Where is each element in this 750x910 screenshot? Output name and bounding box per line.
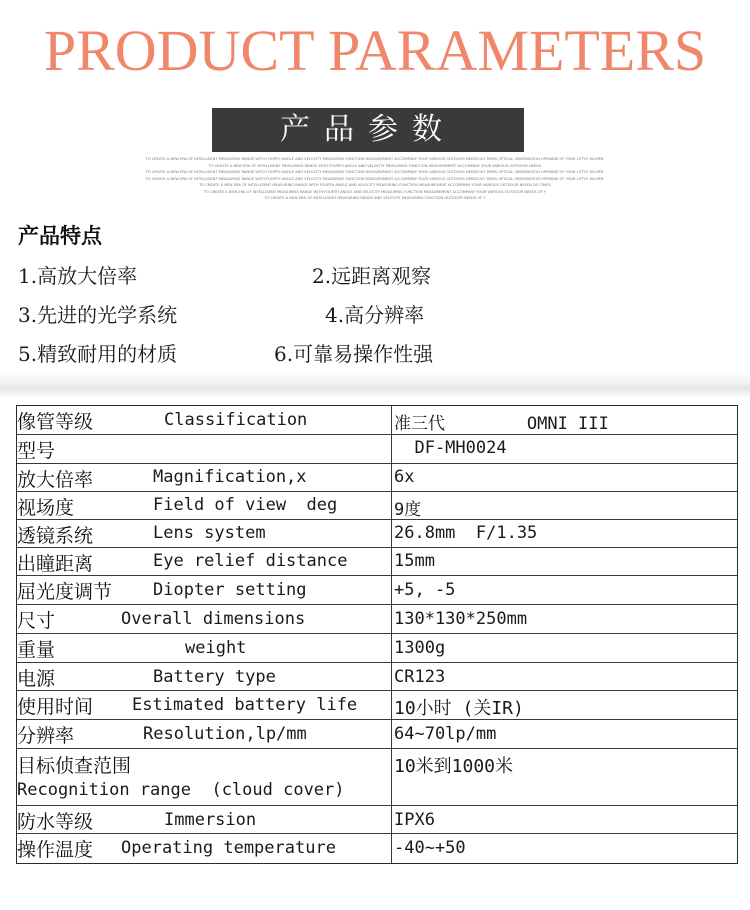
spec-value: 6x [394,467,415,487]
spec-label-zh: 透镜系统 [17,525,94,547]
spec-label-zh: 目标侦查范围 [17,755,132,777]
spec-value-cell [392,605,737,633]
spec-label-zh: 重量 [17,639,56,661]
spec-value: -40~+50 [394,838,466,858]
table-row [17,406,737,435]
spec-value-cell [392,548,737,575]
spec-value: 15mm [394,551,435,571]
spec-label-en: weight [185,638,247,658]
table-row [17,464,737,492]
spec-value-cell [392,435,737,463]
spec-label-zh: 操作温度 [17,839,94,861]
spec-value-cell [392,749,737,805]
spec-label-cell [17,663,392,690]
spec-value-cell [392,691,737,719]
spec-value: CR123 [394,667,446,687]
spec-value: 10米到1000米 [394,756,514,777]
fine-print-line: TO CREATE A NEW ERA OF INTELLIGENT MEASURING RANGE WITH FOURTH ANGLE AND VELOCITY MEASURING FUNCTION MEASUREMENT ACCOMPANY YOUR VARIOUS OUTDOOR NEEDS OF Y [203,189,547,194]
spec-value-cell [392,634,737,662]
spec-value-cell [392,464,737,491]
spec-label-cell [17,406,392,434]
spec-label-en: Lens system [153,523,266,543]
spec-value-cell [392,492,737,519]
fine-print-block [0,156,750,202]
table-row [17,634,737,663]
spec-label-cell [17,720,392,748]
section-banner: 产品参数 [212,108,524,152]
feature-item: 4.高分辨率 [325,303,425,327]
spec-value-cell [392,834,737,863]
feature-item: 1.高放大倍率 [18,264,138,288]
table-row [17,806,737,834]
spec-value: 64~70lp/mm [394,724,497,744]
spec-value-cell [392,406,737,434]
spec-label-cell [17,834,392,863]
spec-label-zh: 放大倍率 [17,469,94,491]
spec-label-zh: 出瞳距离 [17,553,94,575]
spec-value-cell [392,520,737,547]
spec-value-cell [392,720,737,748]
table-row [17,605,737,634]
fine-print-line: TO CREATE A NEW ERA OF INTELLIGENT MEASURING RANGE WITH FOURTH ANGLE AND VELOCITY MEASURING FUNCTION MEASUREMENT ACCOMPANY YOUR VARIOUS OUTDOOR NEEDS DO TIMES [199,183,551,187]
spec-value: 1300g [394,638,446,658]
spec-label-en: Diopter setting [153,580,307,600]
spec-label-en: Field of view deg [153,495,338,515]
fine-print-line: TO CREATE A NEW ERA OF INTELLIGENT MEASURING RANGE AND VELOCITY MEASURING FUNCTION OUTDOOR NEEDS OF Y [264,196,486,200]
table-row [17,663,737,691]
table-row [17,492,737,520]
feature-item: 5.精致耐用的材质 [18,342,178,366]
spec-label-cell [17,634,392,662]
spec-value: +5, -5 [394,580,456,600]
spec-label-zh: 尺寸 [17,610,56,632]
table-row [17,691,737,720]
features-heading: 产品特点 [18,224,102,248]
spec-label-en: Resolution,lp/mm [143,724,307,744]
section-divider [0,375,750,397]
table-row [17,576,737,605]
fine-print-line: TO CREATE A NEW ERA OF INTELLIGENT MEASURING RANGE WITH FOURTH ANGLE AND VELOCITY MEASURING FUNCTION MEASUREMENT ACCOMPANY YOUR VARIOUS OUTDOOR NEEDS DO TIMES OPTICAL OBSERVATION UPGRADE OF YOUR LITTLE HELPER. [145,170,605,174]
spec-label-cell [17,464,392,491]
spec-label-en: Magnification,x [153,467,307,487]
fine-print-line: TO CREATE A NEW ERA OF INTELLIGENT MEASURING RANGE WITH FOURTH ANGLE AND VELOCITY MEASURING FUNCTION MEASUREMENT ACCOMPANY YOUR VARIOUS OUTDOOR NEEDS DO TIMES OPTICAL OBSERVATION UPGRADE OF YOUR LITTLE HELPER. [145,157,605,161]
spec-label-cell [17,548,392,575]
spec-label-zh: 型号 [17,440,56,462]
spec-label-en: Eye relief distance [153,551,348,571]
table-row [17,435,737,464]
spec-value-cell [392,576,737,604]
spec-value: 26.8mm F/1.35 [394,523,538,543]
fine-print-line: TO CREATE A NEW ERA OF INTELLIGENT MEASURING RANGE WITH FOURTH ANGLE AND VELOCITY MEASURING FUNCTION MEASUREMENT ACCOMPANY YOUR VARIOUS OUTDOOR NEEDS DO TIMES OPTICAL OBSERVATION UPGRADE OF YOUR LITTLE HELPER. [145,176,605,181]
spec-label-zh: 屈光度调节 [17,581,113,603]
table-row [17,548,737,576]
spec-label-zh: 使用时间 [17,696,94,718]
table-row [17,749,737,806]
table-row [17,834,737,863]
feature-item: 2.远距离观察 [312,264,432,288]
spec-label-cell [17,435,392,463]
spec-label-zh: 分辨率 [17,725,75,747]
spec-label-cell [17,749,392,805]
spec-value: 130*130*250mm [394,609,528,629]
spec-label-en: Battery type [153,667,276,687]
spec-label-zh: 电源 [17,668,56,690]
spec-value: 准三代 OMNI III [394,414,609,434]
spec-label-en: Recognition range (cloud cover) [17,780,345,800]
table-row [17,720,737,749]
spec-label-cell [17,520,392,547]
spec-label-en: Overall dimensions [121,609,306,629]
spec-value: IPX6 [394,810,435,830]
spec-label-en: Operating temperature [121,838,336,858]
spec-label-cell [17,806,392,833]
spec-value: 10小时 (关IR) [394,698,524,719]
spec-label-zh: 像管等级 [17,411,94,433]
spec-label-cell [17,691,392,719]
spec-label-en: Immersion [164,810,257,830]
spec-label-cell [17,576,392,604]
feature-item: 6.可靠易操作性强 [274,342,434,366]
spec-label-en: Estimated battery life [132,695,358,715]
table-row [17,520,737,548]
spec-label-en: Classification [164,410,308,430]
feature-item: 3.先进的光学系统 [18,303,178,327]
spec-value-cell [392,663,737,690]
spec-label-zh: 视场度 [17,497,75,519]
spec-label-cell [17,605,392,633]
spec-table [16,405,738,864]
spec-label-cell [17,492,392,519]
spec-value: 9度 [394,500,422,520]
spec-label-zh: 防水等级 [17,811,94,833]
fine-print-line: TO CREATE A NEW ERA OF INTELLIGENT MEASURING RANGE WITH FOURTH ANGLE AND VELOCITY MEASURING FUNCTION MEASUREMENT ACCOMPANY YOUR VARIOUS OUTDOOR NEEDS [208,163,542,168]
page-title: PRODUCT PARAMETERS [43,18,707,83]
spec-value: DF-MH0024 [394,438,507,458]
spec-value-cell [392,806,737,833]
